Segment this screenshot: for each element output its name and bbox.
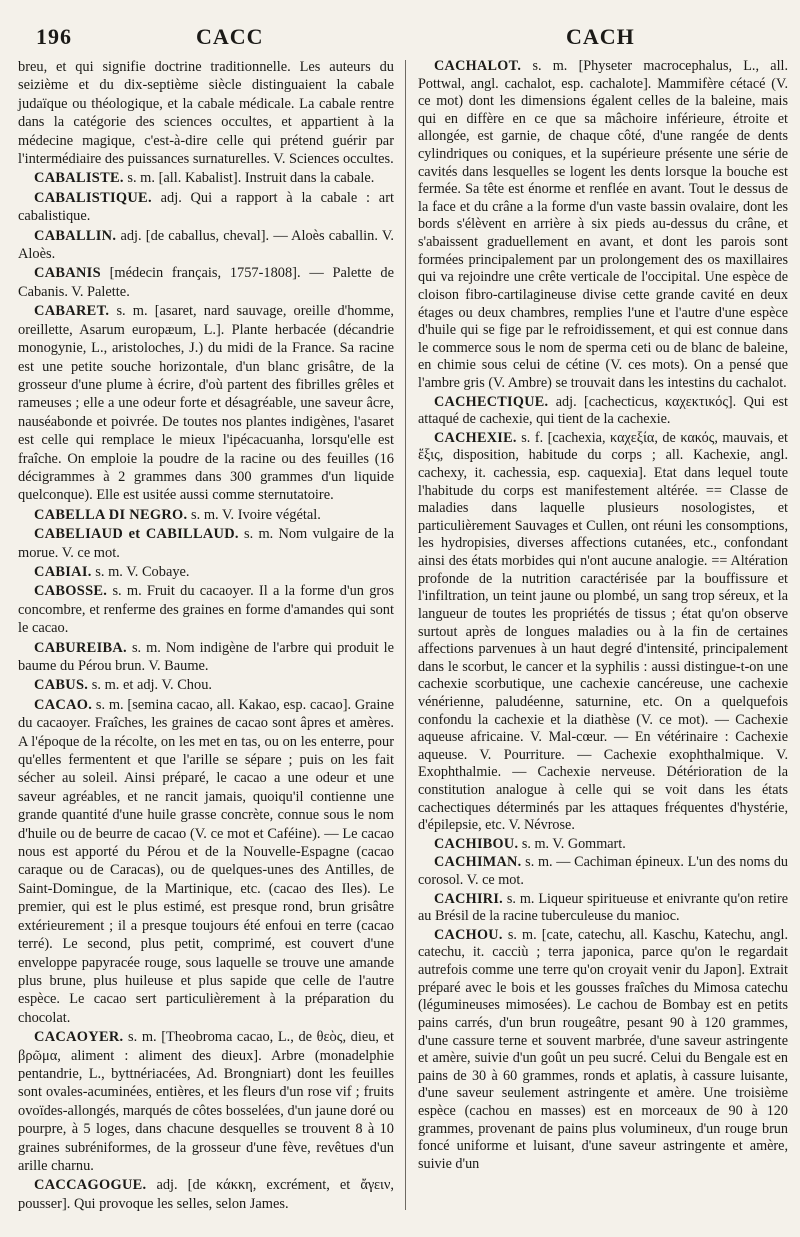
page-number: 196: [36, 24, 72, 49]
entry-headword: CABIAI.: [34, 563, 92, 580]
entry-headword: CABUS.: [34, 677, 89, 694]
dictionary-entry: CACAO. s. m. [semina cacao, all. Kakao, esp. cacao]. Graine du cacaoyer. Fraîches, les graines de cacao sont âpres et amères. A l'époque de la récolte, on les met en tas, ou on les enterre, pour qu'elles fermentent et que l'arille se sépare ; puis on les fait sécher au soleil. Ainsi préparé, le cacao a une odeur et une saveur agréables, et ne rancit jamais, quoiqu'il contienne une grande quantité d'une huile grasse concrète, connue sous le nom d'huile ou de beurre de cacao (V. ce mot et Caféine). — Le cacao nous est apporté du Pérou et de la Nouvelle-Espagne (cacao caraque ou de Caracas), ou de quelques-unes des Antilles, de Saint-Domingue, de la Martinique, etc. (cacao des Iles). Le premier, qui est le plus estimé, est presque rond, brun grisâtre extérieurement ; il a presque toujours été enfoui en terre (cacao terré). Le second, plus petit, comprimé, est couvert d'une enveloppe papyracée rouge, sous laquelle se trouve une amande plus brune, plus huileuse et plus sapide que celle de l'autre espèce. Le cacao sert particulièrement à la préparation du chocolat.: [18, 696, 394, 1026]
right-running-head: CACH: [566, 24, 635, 49]
dictionary-entry: CABANIS [médecin français, 1757-1808]. — Palette de Cabanis. V. Palette.: [18, 265, 394, 300]
entry-headword: CABALISTIQUE.: [34, 189, 152, 206]
entry-headword: CACHEXIE.: [434, 429, 517, 446]
entry-headword: CACAOYER.: [34, 1029, 124, 1046]
entry-headword: CACHALOT.: [434, 58, 522, 74]
dictionary-entry: CABOSSE. s. m. Fruit du cacaoyer. Il a la forme d'un gros concombre, et renferme des graines en forme d'amandes qui sont le cacao.: [18, 583, 394, 637]
entry-headword: CABALLIN.: [34, 227, 117, 244]
dictionary-entry: CACHEXIE. s. f. [cachexia, καχεξία, de κακός, mauvais, et ἕξις, disposition, habitude du corps ; all. Kachexie, angl. cachexy, it. cachessia, esp. caquexia]. Etat dans lequel toute l'habitude du corps est manifestement altérée. == Classe de maladies dans laquelle plusieurs nosologistes, et particulièrement Sauvages et Cullen, ont réuni les consomptions, les hydropisies, diverses affections cutanées, etc., confondant ainsi des états morbides qui n'ont aucune analogie. == Altération profonde de la nutrition caractérisée par la bouffissure et l'infiltration, un teint jaune ou plombé, un sang trop séreux, et la langueur de toutes les propriétés de tissus ; état qu'on observe surtout après de longues maladies ou à la fin de certaines affections parvenues à un haut degré d'intensité, principalement dans le scorbut, le cancer et la syphilis : aussi distingue-t-on une cachexie scorbutique, une cachexie cancéreuse, une cachexie vénérienne, paludéenne, saturnine, etc. On a quelquefois confondu la cachexie et la diathèse (V. ce mot). — Cachexie aqueuse africaine. V. Mal-cœur. — En vétérinaire : Cachexie aqueuse. V. Pourriture. — Cachexie exophthalmique. V. Exophthalmie. — Cachexie nerveuse. Détérioration de la constitution analogue à celle qui se voit dans les états cachectiques déterminés par les attaques fréquentes d'hystérie, d'épilepsie, etc. V. Névrose.: [418, 429, 788, 834]
dictionary-entry: CABUS. s. m. et adj. V. Chou.: [34, 677, 212, 694]
dictionary-entry: CACAOYER. s. m. [Theobroma cacao, L., de θεὸς, dieu, et βρῶμα, aliment : aliment des dieux]. Arbre (monadelphie pentandrie, L., byttnériacées, Ad. Brongniart) dont les feuilles sont ovales-acuminées, entières, et les fleurs d'un rose vif ; fruits ovoïdes-allongés, marqués de côtes bosselées, d'un jaune doré ou pourpre, à 5 loges, dans chacune desquelles se trouvent 8 à 10 graines subréniformes, de la grosseur d'une fève, revêtues d'un arille charnu.: [18, 1029, 394, 1174]
dictionary-entry: CABARET. s. m. [asaret, nard sauvage, oreille d'homme, oreillette, Asarum europæum, L.]. Plante herbacée (décandrie monogynie, L., aristoloches, J.) du midi de la France. Sa racine est une petite souche horizontale, d'un blanc grisâtre, de la grosseur d'une plume à écrire, d'où partent des fibrilles grêles et rameuses ; elle a une odeur forte et désagréable, une saveur âcre, nauséabonde et poivrée. De toutes nos plantes indigènes, l'asaret est celle qui remplace le mieux l'ipécacuanha, lorsqu'elle est fraîche. On emploie la poudre de la racine ou des feuilles (16 décigrammes à 2 grammes dans 300 grammes d'un liquide quelconque). Elle est usitée aussi comme sternutatoire.: [18, 303, 394, 504]
right-column: [418, 58, 788, 1174]
dictionary-entry: CACHOU. s. m. [cate, catechu, all. Kaschu, Katechu, angl. catechu, it. cacciù ; terra japonica, parce qu'on le regardait autrefois comme une terre qu'on croyait venir du Japon]. Extrait préparé avec le bois et les gousses fraîches du Mimosa catechu (légumineuses mimosées). Le cachou de Bombay est en petits pains carrés, d'un brun rougeâtre, pesant 90 à 120 grammes, d'une cassure terne et souvent marbrée, d'une saveur astringente et amère, suivie d'un goût un peu sucré. Celui du Bengale est en pains de 30 à 60 grammes, ronds et aplatis, à cassure luisante, d'une saveur seulement astringente et amère. Une troisième espèce (cachou en masses) est en morceaux de 90 à 120 grammes, provenant de pains plus volumineux, d'un rouge brun foncé uniforme et luisant, d'une saveur astringente et amère, suivie d'un: [418, 926, 789, 1172]
entry-headword: CACHIMAN.: [434, 854, 522, 871]
dictionary-entry: CABUREIBA. s. m. Nom indigène de l'arbre qui produit le baume du Pérou brun. V. Baume.: [18, 639, 394, 674]
dictionary-entry: CACCAGOGUE. adj. [de κάκκη, excrément, et ἄγειν, pousser]. Qui provoque les selles, selon James.: [18, 1177, 394, 1212]
dictionary-entry: CABELLA DI NEGRO. s. m. V. Ivoire végétal.: [34, 506, 321, 523]
entry-headword: CABUREIBA.: [34, 639, 127, 656]
dictionary-entry: breu, et qui signifie doctrine traditionnelle. Les auteurs du seizième et du dix-septième siècle distinguaient la cabale judaïque ou théologique, et la cabale médicale. La cabale rentre dans la catégorie des sciences occultes, et appartient à la médecine magique, c'est-à-dire celle qui prétend guérir par l'intermédiaire des puissances surnaturelles. V. Sciences occultes.: [18, 59, 394, 168]
left-running-head: CACC: [196, 24, 264, 49]
dictionary-entry: CABALISTE. s. m. [all. Kabalist]. Instruit dans la cabale.: [34, 170, 375, 187]
entry-headword: CABALISTE.: [34, 170, 124, 187]
entry-headword: CACCAGOGUE.: [34, 1177, 147, 1194]
dictionary-entry: CACHIMAN. s. m. — Cachiman épineux. L'un des noms du corosol. V. ce mot.: [418, 854, 789, 889]
left-column: [18, 58, 394, 1214]
dictionary-entry: CACHIRI. s. m. Liqueur spiritueuse et enivrante qu'on retire au Brésil de la racine tuberculeuse du manioc.: [418, 890, 788, 925]
entry-headword: CACHECTIQUE.: [434, 393, 549, 410]
running-header: [0, 24, 800, 56]
dictionary-entry: CACHECTIQUE. adj. [cachecticus, καχεκτικός]. Qui est attaqué de cachexie, qui tient de la cachexie.: [418, 393, 788, 428]
entry-headword: CABOSSE.: [34, 583, 108, 600]
dictionary-entry: CACHIBOU. s. m. V. Gommart.: [434, 835, 626, 852]
entry-headword: CACHIRI.: [434, 890, 504, 907]
dictionary-entry: CABALLIN. adj. [de caballus, cheval]. — Aloès caballin. V. Aloès.: [18, 227, 394, 263]
dictionary-entry: CACHALOT. s. m. [Physeter macrocephalus, L., all. Pottwal, angl. cachalot, esp. cachalote]. Mammifère cétacé (V. ce mot) dont les dimensions égalent celles de la baleine, mais qui en diffère en ce que sa mâchoire inférieure, étroite et allongée, est garnie, de chaque côté, d'une rangée de dents cylindriques ou coniques, et la supérieure présente une série de cavités dans lesquelles se logent les dents lorsque la bouche est fermée. Sa tête est énorme et renflée en avant. Tout le dessus de la face et du crâne a la forme d'un vaste bassin ovalaire, dont les bords s'élèvent en arrière à six pieds au-dessus du crâne, et s'abaissent graduellement en avant, et dont les parois sont formées principalement par un prolongement des os maxillaires qui va rejoindre une crête verticale de l'occipital. Une espèce de cloison fibro-cartilagineuse divise cette grande cavité en deux étages ou deux chambres, remplies l'une et l'autre d'une espèce d'huile qui se fige par le refroidissement, et qui est connue dans le commerce sous le nom de sperma ceti ou de blanc de baleine, en chimie sous celui de cétine (V. ces mots). On a pensé que l'ambre gris (V. Ambre) se trouvait dans les intestins du cachalot.: [418, 58, 789, 391]
entry-headword: CABANIS: [34, 265, 101, 282]
dictionary-entry: CABELIAUD et CABILLAUD. s. m. Nom vulgaire de la morue. V. ce mot.: [18, 526, 394, 561]
entry-headword: CABARET.: [34, 303, 110, 320]
dictionary-entry: CABIAI. s. m. V. Cobaye.: [34, 563, 190, 580]
column-divider: [405, 60, 406, 1210]
entry-headword: CACHOU.: [434, 926, 503, 943]
entry-headword: CABELIAUD et CABILLAUD.: [34, 526, 239, 543]
entry-headword: CACAO.: [34, 696, 93, 713]
dictionary-entry: CABALISTIQUE. adj. Qui a rapport à la cabale : art cabalistique.: [18, 189, 394, 225]
entry-headword: CACHIBOU.: [434, 835, 519, 852]
entry-headword: CABELLA DI NEGRO.: [34, 506, 188, 523]
